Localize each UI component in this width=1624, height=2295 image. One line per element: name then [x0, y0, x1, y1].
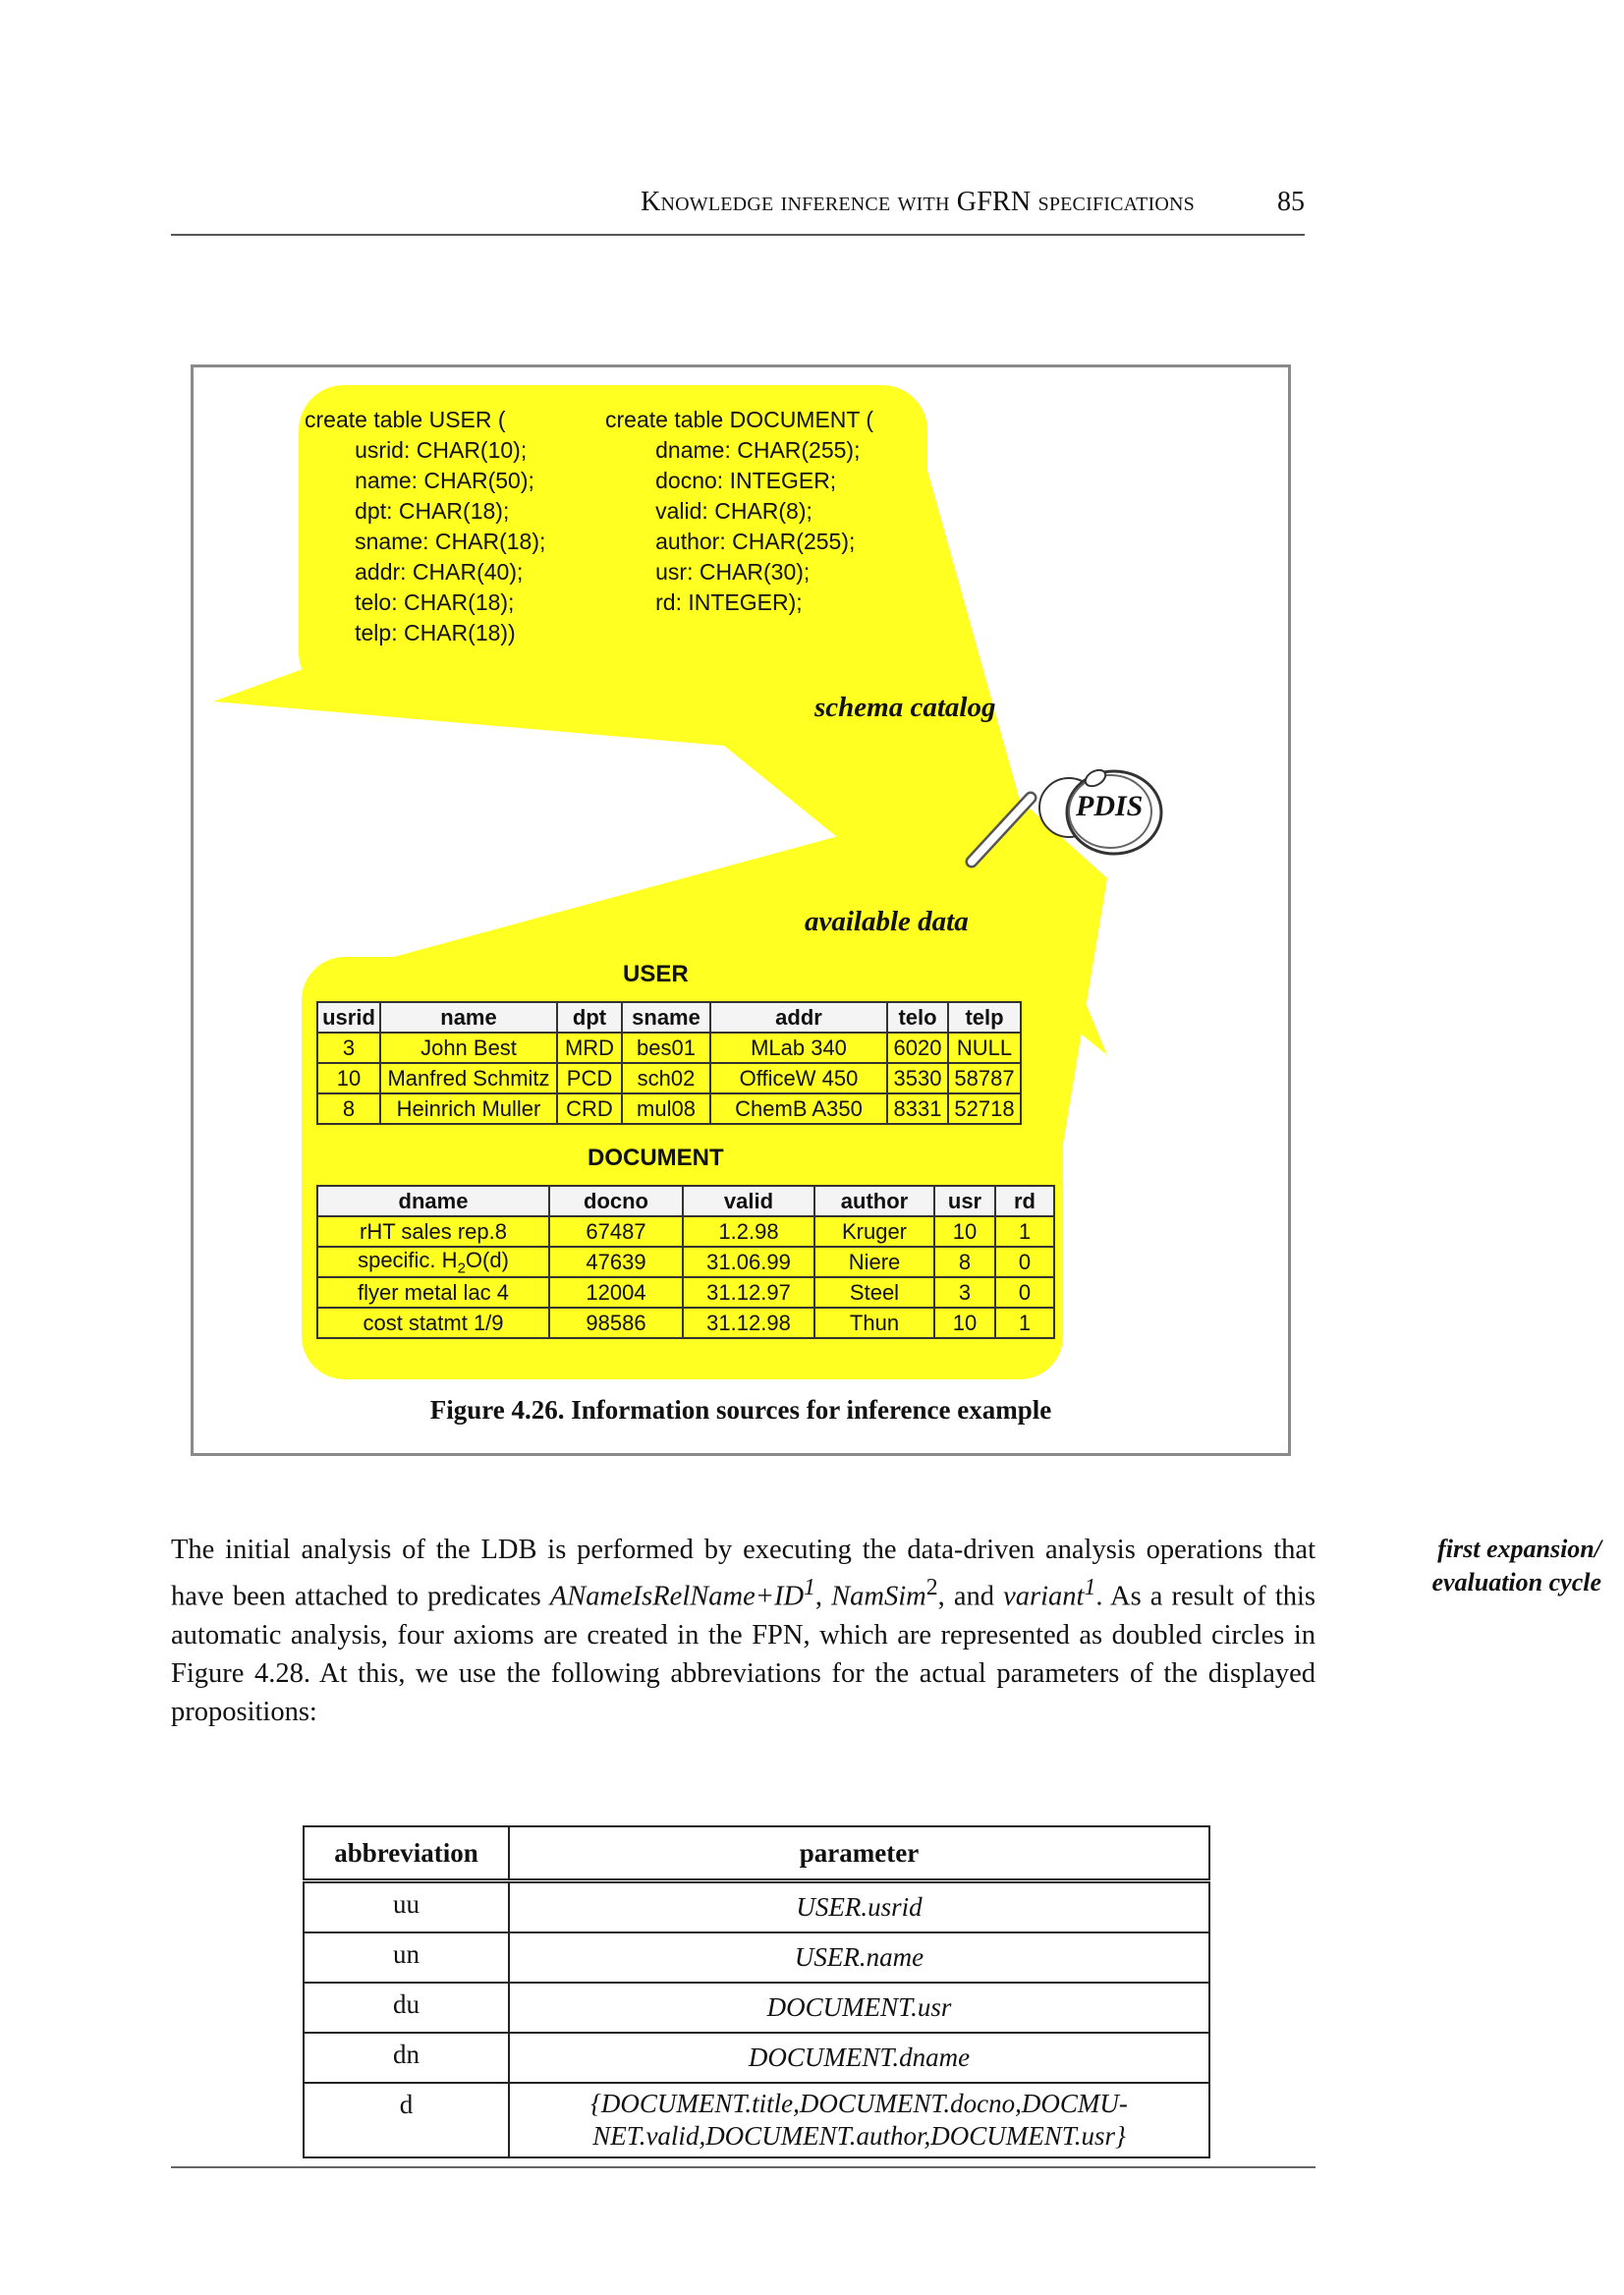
table-cell-author: Niere — [814, 1247, 934, 1277]
table-row — [317, 1033, 1021, 1063]
table-cell-author: Steel — [814, 1277, 934, 1308]
figure-caption: Figure 4.26. Information sources for inference example — [429, 1395, 1052, 1425]
column-header-telp: telp — [948, 1002, 1021, 1033]
table-cell-sname: mul08 — [622, 1093, 710, 1124]
column-header-rd: rd — [995, 1186, 1054, 1216]
table-row — [317, 1063, 1021, 1093]
parameter-cell: DOCUMENT.dname — [509, 2033, 1209, 2083]
parameter-cell — [509, 2083, 1209, 2157]
table-cell-addr: OfficeW 450 — [710, 1063, 887, 1093]
abbreviation-cell: dn — [304, 2033, 509, 2083]
table-cell-valid: 31.06.99 — [683, 1247, 814, 1277]
column-header-dpt: dpt — [557, 1002, 622, 1033]
paragraph-text-2: . As a result of this automatic analysis, four axioms are created in the FPN, which are represented as doubled circles in Figure 4.28. At this, we use the following abbreviations for the actual parameters of the displayed propositions: — [171, 1581, 1316, 1727]
title-gfrn: GFRN — [956, 187, 1032, 217]
abbreviation-cell: du — [304, 1983, 509, 2033]
table-cell-docno: 98586 — [549, 1308, 683, 1338]
footnote-mark-3: 1 — [1084, 1575, 1096, 1600]
table-cell-author: Kruger — [814, 1216, 934, 1247]
parameter-line-1: {DOCUMENT.title,DOCUMENT.docno,DOCMU- — [590, 2089, 1128, 2118]
table-cell-rd: 0 — [995, 1277, 1054, 1308]
table-cell-dname: cost statmt 1/9 — [317, 1308, 549, 1338]
figure-frame — [191, 364, 1291, 1456]
table-cell-sname: bes01 — [622, 1033, 710, 1063]
page-number: 85 — [1277, 187, 1305, 217]
user-table-title: USER — [623, 961, 689, 987]
table-cell-telp: NULL — [948, 1033, 1021, 1063]
table-cell-usrid: 8 — [317, 1093, 380, 1124]
table-cell-telp: 58787 — [948, 1063, 1021, 1093]
column-header-name: name — [380, 1002, 557, 1033]
document-table — [316, 1185, 1055, 1339]
footnote-mark-2: 2 — [925, 1575, 938, 1600]
user-table — [316, 1001, 1022, 1125]
table-cell-telp: 52718 — [948, 1093, 1021, 1124]
table-row — [304, 1932, 1209, 1983]
running-header — [171, 183, 1305, 236]
table-cell-usr: 3 — [934, 1277, 995, 1308]
abbreviation-cell: uu — [304, 1881, 509, 1933]
table-cell-usr: 10 — [934, 1216, 995, 1247]
column-header-usr: usr — [934, 1186, 995, 1216]
table-cell-docno: 12004 — [549, 1277, 683, 1308]
column-header-telo: telo — [887, 1002, 948, 1033]
abbreviation-cell: d — [304, 2083, 509, 2157]
separator-2: , and — [937, 1581, 1004, 1612]
parameter-column-header: parameter — [509, 1826, 1209, 1881]
title-part-2: specifications — [1031, 187, 1195, 217]
table-cell-telo: 3530 — [887, 1063, 948, 1093]
column-header-docno: docno — [549, 1186, 683, 1216]
table-cell-dpt: CRD — [557, 1093, 622, 1124]
pdis-label: PDIS — [1076, 790, 1144, 822]
table-cell-usr: 8 — [934, 1247, 995, 1277]
table-cell-rd: 1 — [995, 1308, 1054, 1338]
footnote-mark-1: 1 — [804, 1575, 815, 1600]
table-cell-dname: rHT sales rep.8 — [317, 1216, 549, 1247]
table-row — [317, 1216, 1054, 1247]
margin-note-line-1: first expansion/ — [1437, 1535, 1601, 1563]
document-table-title: DOCUMENT — [588, 1145, 724, 1171]
schema-catalog-label: schema catalog — [814, 692, 996, 723]
parameter-cell: USER.usrid — [509, 1881, 1209, 1933]
table-row — [304, 2033, 1209, 2083]
bottom-rule — [171, 2166, 1316, 2168]
user-table-header — [317, 1002, 1021, 1033]
available-data-label: available data — [805, 906, 969, 937]
table-cell-addr: MLab 340 — [710, 1033, 887, 1063]
table-cell-valid: 31.12.97 — [683, 1277, 814, 1308]
table-cell-valid: 1.2.98 — [683, 1216, 814, 1247]
column-header-sname: sname — [622, 1002, 710, 1033]
document-table-header — [317, 1186, 1054, 1216]
table-cell-docno: 47639 — [549, 1247, 683, 1277]
create-user-statement: create table USER ( usrid: CHAR(10); name: CHAR(50); dpt: CHAR(18); sname: CHAR(18); addr: CHAR(40); telo: CHAR(18); telp: CHAR(18)) — [305, 407, 546, 645]
separator-1: , — [814, 1581, 832, 1612]
column-header-author: author — [814, 1186, 934, 1216]
abbreviation-table-header — [304, 1826, 1209, 1881]
column-header-addr: addr — [710, 1002, 887, 1033]
table-cell-rd: 1 — [995, 1216, 1054, 1247]
table-row — [317, 1308, 1054, 1338]
parameter-cell: USER.name — [509, 1932, 1209, 1983]
abbreviation-cell: un — [304, 1932, 509, 1983]
table-row — [317, 1093, 1021, 1124]
table-cell-telo: 6020 — [887, 1033, 948, 1063]
create-document-statement: create table DOCUMENT ( dname: CHAR(255); docno: INTEGER; valid: CHAR(8); author: CHAR(255); usr: CHAR(30); rd: INTEGER); — [605, 407, 874, 615]
margin-note — [1375, 1533, 1601, 1599]
table-cell-addr: ChemB A350 — [710, 1093, 887, 1124]
table-cell-dname: flyer metal lac 4 — [317, 1277, 549, 1308]
table-cell-name: Heinrich Muller — [380, 1093, 557, 1124]
table-cell-author: Thun — [814, 1308, 934, 1338]
table-cell-dpt: PCD — [557, 1063, 622, 1093]
margin-note-line-2: evaluation cycle — [1431, 1568, 1601, 1596]
column-header-usrid: usrid — [317, 1002, 380, 1033]
table-row — [304, 2083, 1209, 2157]
table-cell-valid: 31.12.98 — [683, 1308, 814, 1338]
column-header-valid: valid — [683, 1186, 814, 1216]
table-cell-telo: 8331 — [887, 1093, 948, 1124]
table-cell-sname: sch02 — [622, 1063, 710, 1093]
table-cell-dpt: MRD — [557, 1033, 622, 1063]
table-row — [304, 1881, 1209, 1933]
table-cell-dname: specific. $H_2O(d)$ — [317, 1247, 549, 1277]
abbreviation-table — [303, 1825, 1210, 2158]
table-cell-usr: 10 — [934, 1308, 995, 1338]
predicate-variant: variant — [1003, 1581, 1085, 1612]
parameter-line-2: NET.valid,DOCUMENT.author,DOCUMENT.usr} — [592, 2121, 1126, 2151]
abbreviation-column-header: abbreviation — [304, 1826, 509, 1881]
paragraph-text-1: The initial analysis of the LDB is performed by executing the data-driven analysis operations that have been attached to predicates — [171, 1535, 1316, 1612]
table-row — [317, 1277, 1054, 1308]
body-paragraph — [171, 1531, 1316, 1731]
table-row — [317, 1247, 1054, 1277]
table-row — [304, 1983, 1209, 2033]
table-cell-name: Manfred Schmitz — [380, 1063, 557, 1093]
column-header-dname: dname — [317, 1186, 549, 1216]
predicate-namsim: NamSim — [831, 1581, 926, 1612]
table-cell-rd: 0 — [995, 1247, 1054, 1277]
title-initial: K — [641, 187, 661, 217]
table-cell-docno: 67487 — [549, 1216, 683, 1247]
predicate-anameisrelname: ANameIsRelName+ID — [549, 1581, 805, 1612]
table-cell-name: John Best — [380, 1033, 557, 1063]
parameter-cell: DOCUMENT.usr — [509, 1983, 1209, 2033]
running-title — [641, 187, 1195, 218]
table-cell-usrid: 3 — [317, 1033, 380, 1063]
table-cell-usrid: 10 — [317, 1063, 380, 1093]
title-part-1: nowledge inference with — [660, 187, 957, 217]
